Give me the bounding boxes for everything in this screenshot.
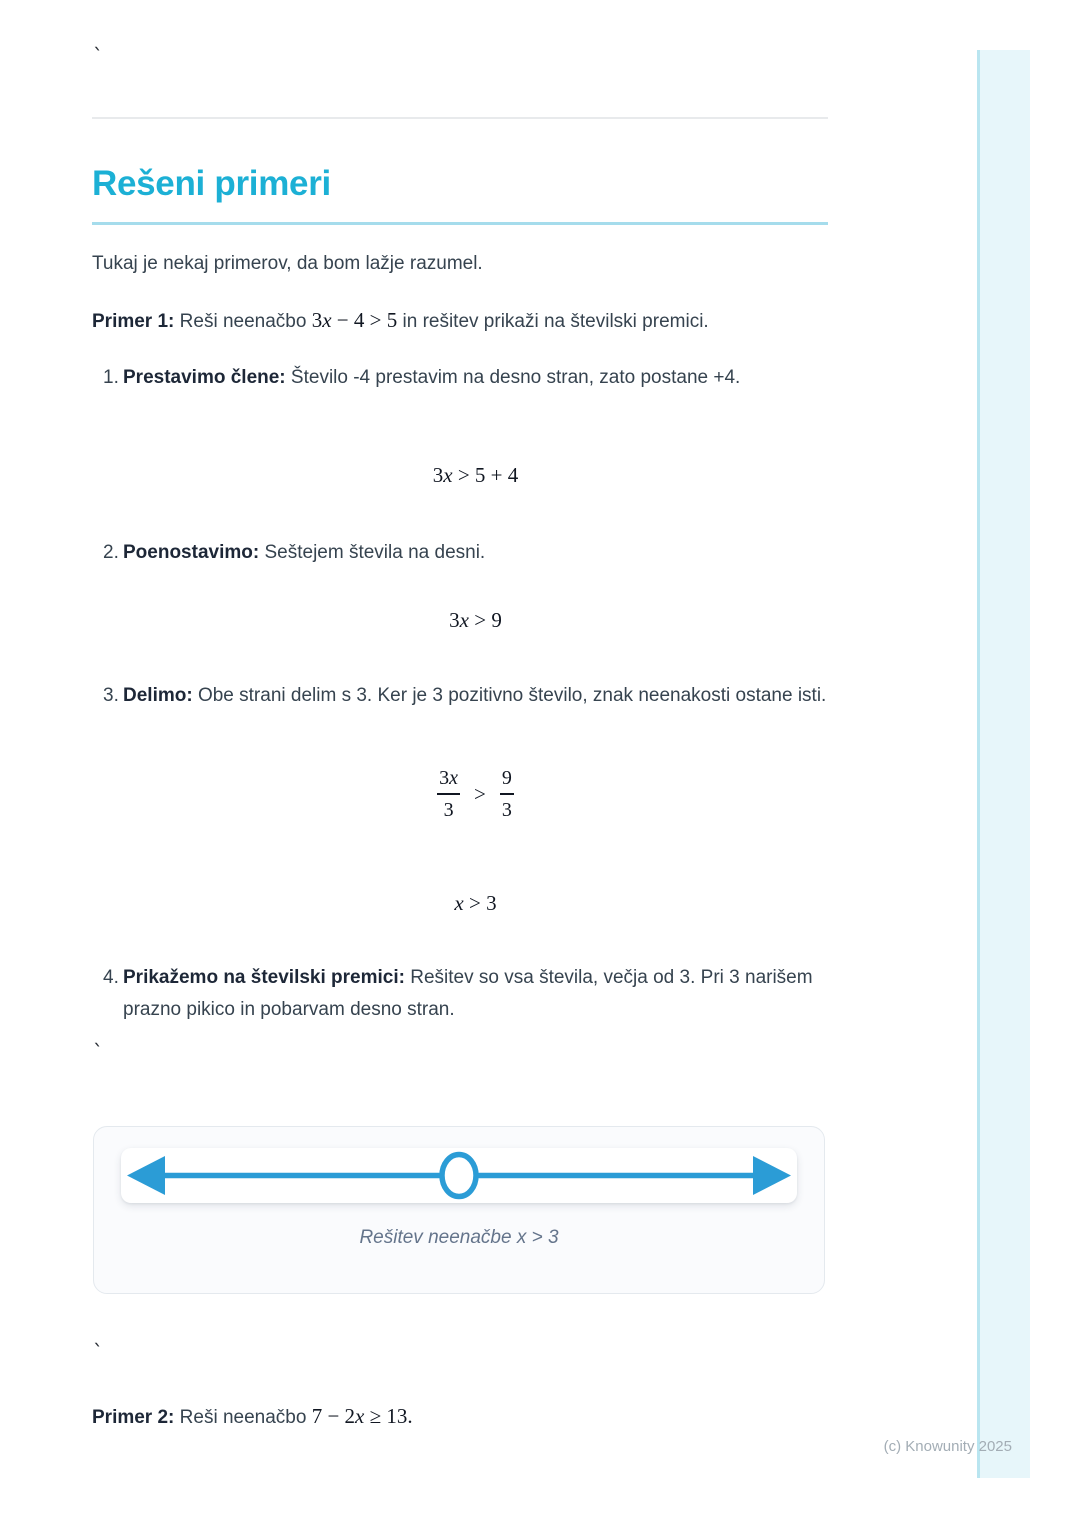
step-2-text: [123, 542, 485, 563]
math-rest: > 9: [468, 608, 502, 632]
step-4-bold: Prikažemo na številski premici:: [123, 967, 405, 988]
math-coefficient: 3: [432, 463, 444, 487]
step-4-body: Rešitev so vsa števila, večja od 3. Pri 3 narišem prazno pikico in pobarvam desno stran.: [123, 967, 813, 1020]
section-divider: [92, 117, 828, 119]
stray-backtick: `: [92, 1340, 105, 1364]
math-variable: x: [443, 463, 453, 487]
step-2-bold: Poenostavimo:: [123, 542, 260, 563]
math-rest: > 3: [463, 891, 497, 915]
step-3-body: Obe strani delim s 3. Ker je 3 pozitivno število, znak neenakosti ostane isti.: [192, 685, 827, 706]
title-underline: [92, 222, 828, 225]
example1-post-text: in rešitev prikaži na številski premici.: [397, 311, 709, 332]
footer-credit: (c) Knowunity 2025: [883, 1438, 1012, 1455]
math-rest: − 4 > 5: [331, 308, 398, 332]
fraction-right: [500, 766, 514, 822]
example2-label: Primer 2:: [92, 1407, 175, 1428]
stray-backtick: `: [92, 44, 105, 68]
equation-step2: [123, 608, 828, 633]
math-coefficient: 3: [439, 767, 450, 789]
example1-label: Primer 1:: [92, 311, 175, 332]
open-point-marker: [442, 1155, 476, 1197]
side-highlight-strip: [977, 50, 1030, 1478]
math-coefficient: 3: [311, 308, 323, 332]
fraction-right-denominator: 3: [501, 799, 512, 821]
equation-step3-fractions: [123, 766, 828, 822]
fraction-right-numerator: 9: [501, 767, 512, 789]
example1-statement: [92, 304, 828, 338]
left-arrowhead-icon: [127, 1156, 165, 1195]
example1-inline-math: [312, 308, 398, 332]
math-variable: x: [355, 1404, 365, 1428]
step-3-bold: Delimo:: [123, 685, 193, 706]
equation-step1: [123, 463, 828, 488]
step-4-text: [123, 967, 813, 1020]
step-3-number: 3.: [103, 685, 119, 706]
example2-pre-text: Reši neenačbo: [174, 1407, 312, 1428]
step-1: [92, 362, 828, 394]
intro-paragraph: Tukaj je nekaj primerov, da bom lažje razumel.: [92, 253, 483, 274]
inequality-operator: >: [474, 781, 486, 806]
math-variable: x: [454, 891, 464, 915]
math-rest: > 5 + 4: [452, 463, 519, 487]
step-1-body: Število -4 prestavim na desno stran, zato postane +4.: [285, 367, 741, 388]
number-line-bar: [121, 1148, 797, 1203]
step-1-bold: Prestavimo člene:: [123, 367, 286, 388]
math-coefficient: 3: [449, 608, 460, 632]
stray-backtick: `: [92, 1040, 105, 1064]
math-coefficient: 7 − 2: [311, 1404, 356, 1428]
math-variable: x: [449, 767, 459, 789]
fraction-bar: [500, 793, 514, 795]
fraction-bar: [437, 793, 460, 795]
number-line-card: [93, 1126, 825, 1294]
page-title: Rešeni primeri: [92, 164, 331, 203]
math-rest: ≥ 13.: [364, 1404, 413, 1428]
step-3: [92, 680, 828, 712]
example2-statement: [92, 1400, 828, 1434]
step-2-number: 2.: [103, 542, 119, 563]
step-4-number: 4.: [103, 967, 119, 988]
fraction-left-denominator: 3: [443, 799, 454, 821]
example1-pre-text: Reši neenačbo: [174, 311, 312, 332]
step-2: [92, 537, 828, 569]
figure-caption: Rešitev neenačbe x > 3: [359, 1227, 559, 1248]
step-2-body: Seštejem števila na desni.: [259, 542, 486, 563]
step-4: [92, 962, 828, 1026]
step-3-text: [123, 685, 826, 706]
math-variable: x: [459, 608, 469, 632]
step-1-number: 1.: [103, 367, 119, 388]
fraction-left: [437, 766, 460, 822]
equation-result: [123, 891, 828, 916]
step-1-text: [123, 367, 740, 388]
right-arrowhead-icon: [753, 1156, 791, 1195]
fraction-left-numerator: [437, 766, 460, 790]
math-variable: x: [322, 308, 332, 332]
example2-inline-math: [312, 1404, 413, 1428]
number-line-graphic: [121, 1148, 797, 1203]
